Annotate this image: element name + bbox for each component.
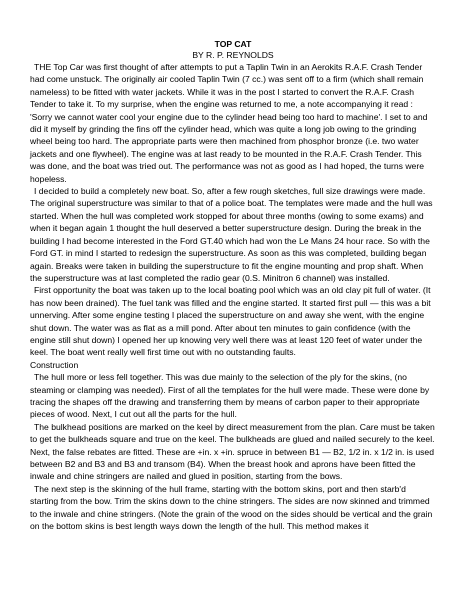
body-paragraph: I decided to build a completely new boat. So, after a few rough sketches, full size drawings were made. The original superstructure was similar to that of a police boat. The templates were made and the hull was started. When the hull was completed work stopped for about three months (owing to some exams) and when it began again 1 thought the hull deserved a better superstructure design. During the break in the building I had become interested in the Ford GT.40 which had won the Le Mans 24 hour race. So with the Ford GT. in mind I started to redesign the superstructure. As soon as this was completed, building began again. Breaks were taken in building the superstructure to fit the engine mounting and prop shaft. When the superstructure was at last completed the radio gear (0.S. Minitron 6 channel) was installed. [30, 186, 433, 283]
article-title: TOP CAT [214, 39, 252, 49]
body-paragraph: The hull more or less fell together. This was due mainly to the selection of the ply for the skins, (no steaming or clamping was needed). First of all the templates for the hull were made. These were done by tracing the shapes off the drawing and transferring them by means of carbon paper to their appropriate pieces of wood. Next, I cut out all the parts for the hull. [30, 372, 430, 420]
section-heading: Construction [30, 359, 79, 370]
body-paragraph: THE Top Car was first thought of after attempts to put a Taplin Twin in an Aerokits R.A.F. Crash Tender had come unstuck. The originally air cooled Taplin Twin (7 cc.) was sent off to a firm (which shall remain nameless) to be fitted with water jackets. While it was in the post I started to convert the R.A.F. Crash Tender to take it. To my surprise, when the engine was returned to me, a note accompanying it read : 'Sorry we cannot water cool your engine due to the cylinder head being too hard to machine'. I set to and did it myself by grinding the fins off the cylinder head, which was quite a long job owing to the grinding wheel being too hard. The appropriate parts were then machined from phosphor bronze (i.e. two water jackets and one flywheel). The engine was at last ready to be mounted in the R.A.F. Crash Tender. This was done, and the boat was tried out. The performance was not as good as I had hoped, the turns were hopeless. [30, 62, 428, 184]
body-paragraph: The next step is the skinning of the hull frame, starting with the bottom skins, port and then starb'd starting from the bow. Trim the skins down to the chine stringers. The sides are now skinned and trimmed to the inwale and chine stringers. (Note the grain of the wood on the sides should be vertical and the grain on the bottom skins is best length ways down the length of the hull. This method makes it [30, 483, 433, 532]
article-byline: BY R. P. REYNOLDS [192, 50, 274, 60]
body-paragraph: The bulkhead positions are marked on the keel by direct measurement from the plan. Care must be taken to get the bulkheads square and true on the keel. The bulkheads are glued and nailed securely to the keel. Next, the false rebates are fitted. These are +in. x +in. spruce in between B1 — B2, 1/2 in. x 1/2 in. is used between B2 and B3 and B3 and transom (B4). When the breast hook and aprons have been fitted the inwale and chine stringers are nailed and glued in position, starting from the bows. [30, 421, 435, 482]
body-paragraph: First opportunity the boat was taken up to the local boating pool which was an old clay pit full of water. (It has now been drained). The fuel tank was filled and the engine started. It started first pull — this was a bit unnerving. After some engine testing I placed the superstructure on and away she went, with the engine shut down. The water was as flat as a mill pond. After about ten minutes to gain confidence (with the engine still shut down) I opened her up knowing very well there was at least 120 feet of water under the keel. The boat went really well first time out with no outstanding faults. [30, 285, 431, 358]
